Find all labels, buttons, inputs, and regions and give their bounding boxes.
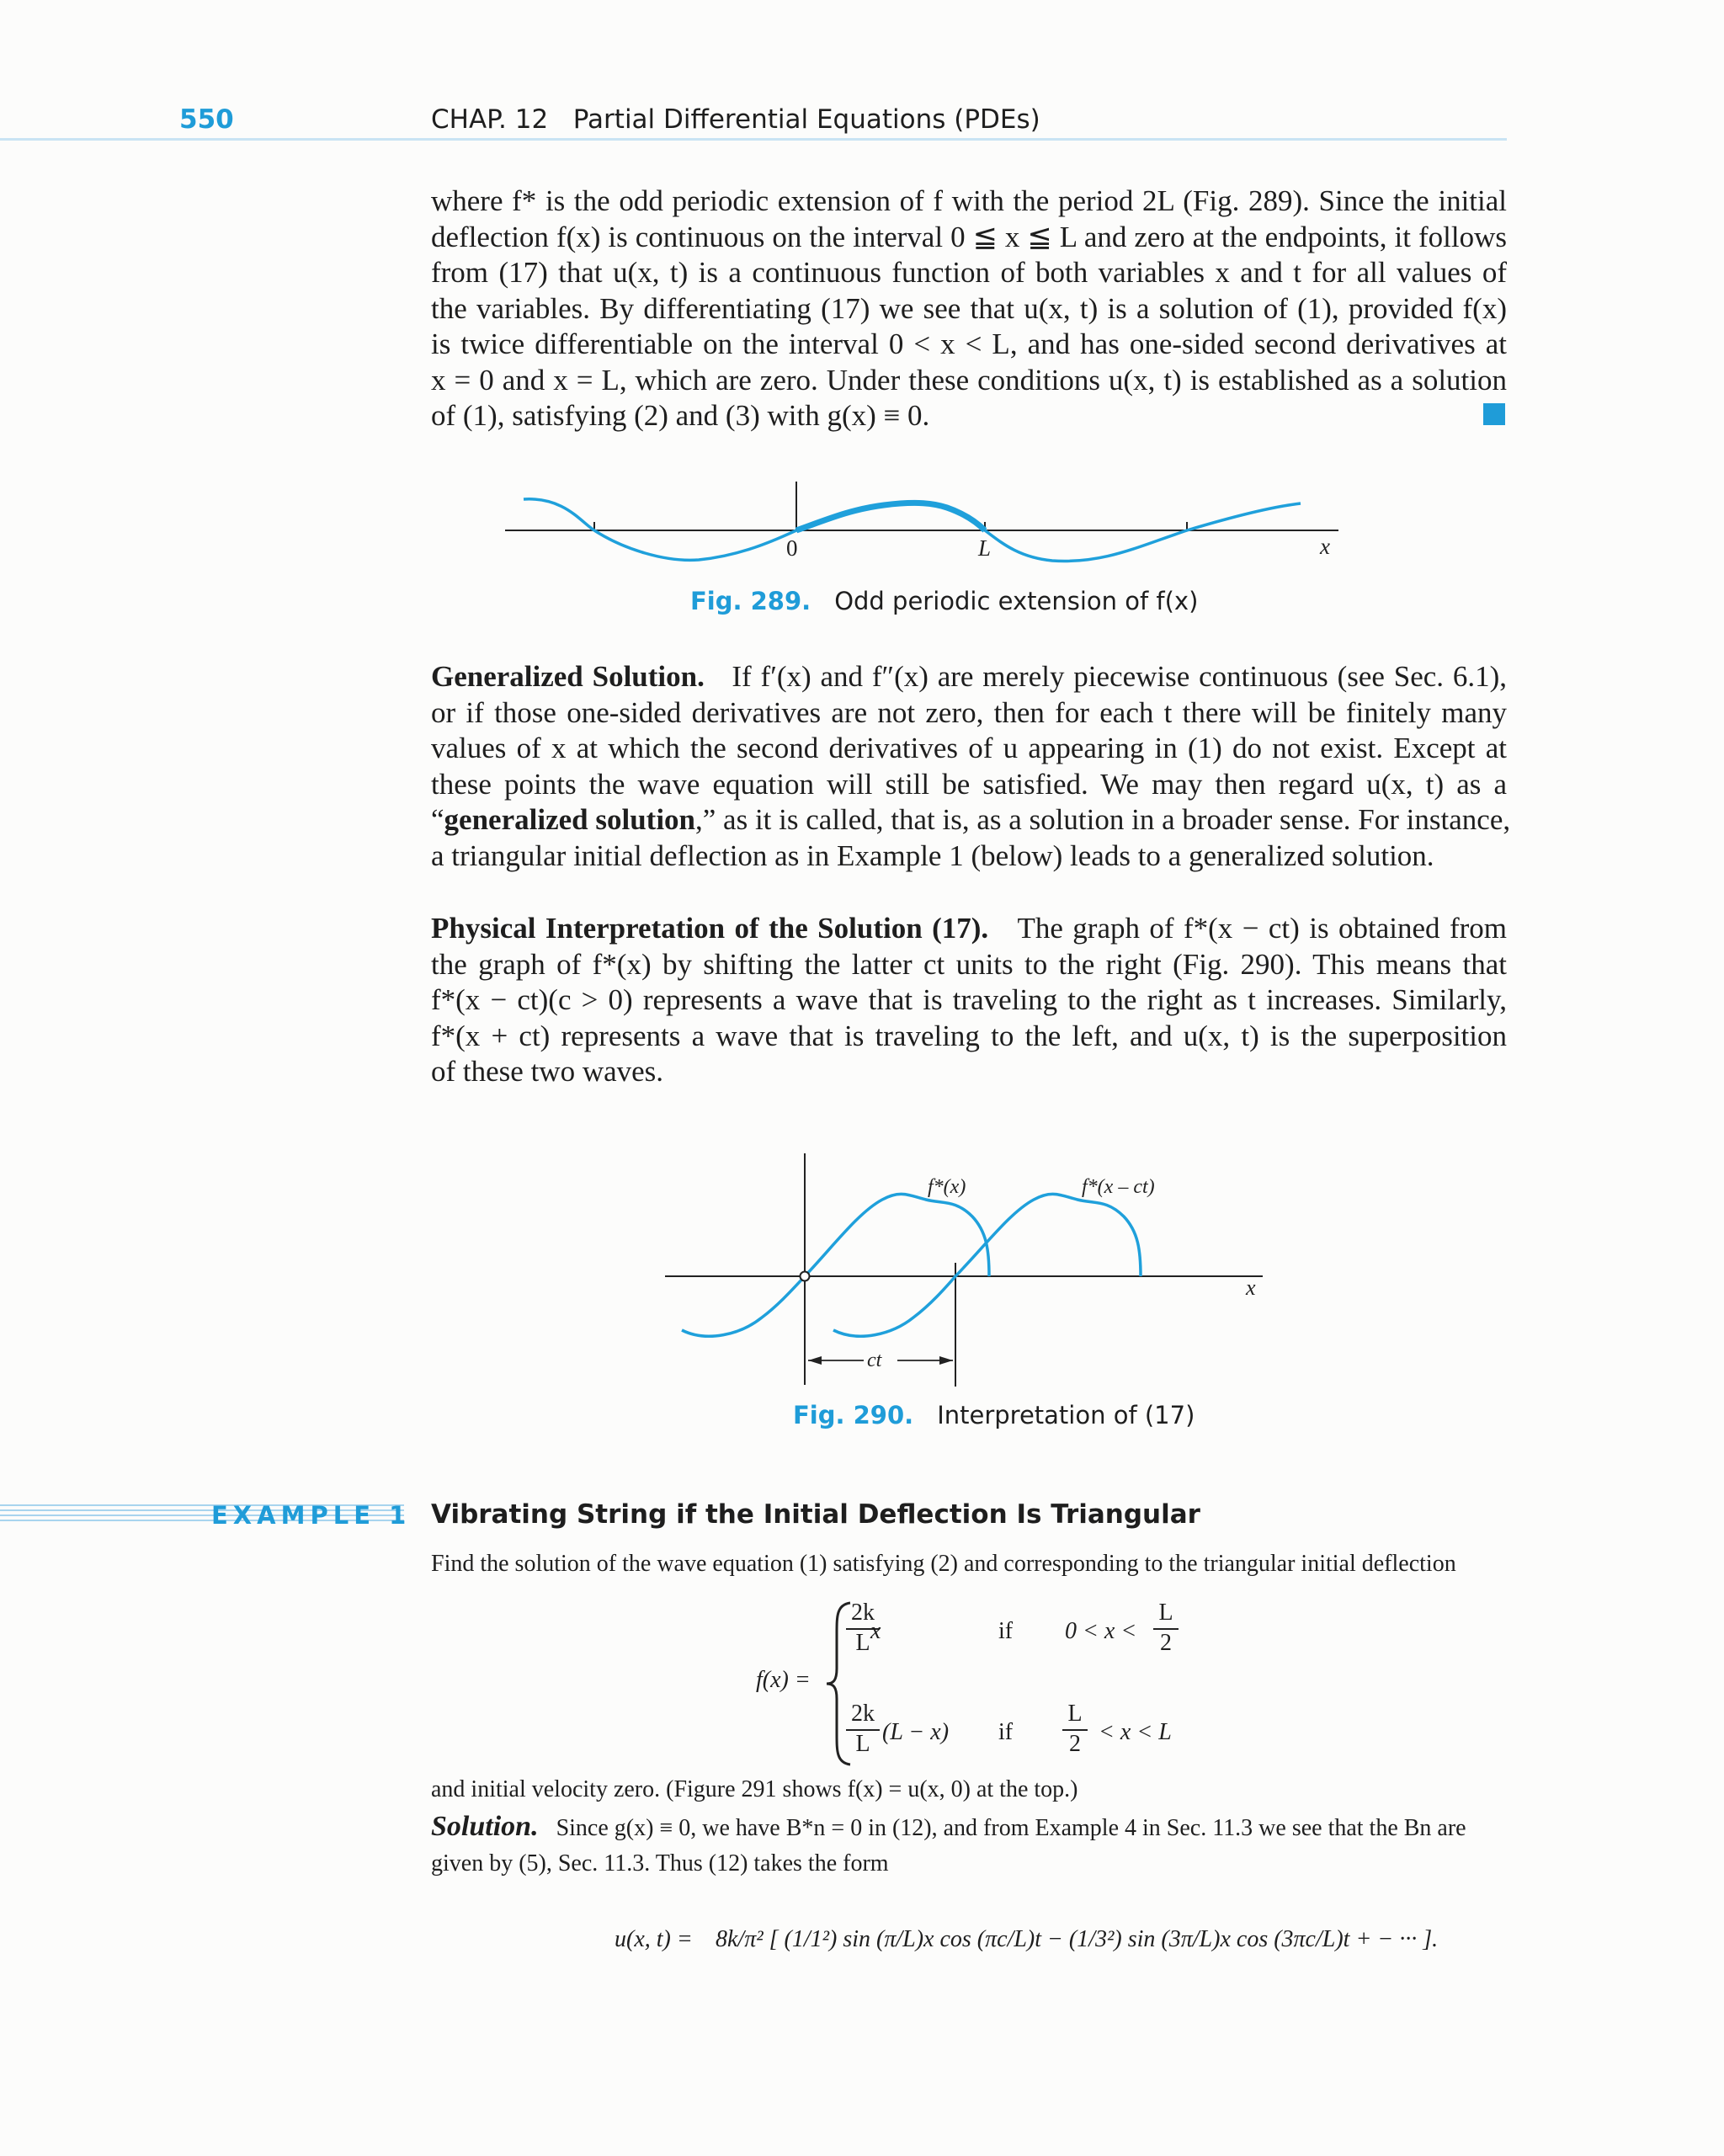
text-line: of (1), satisfying (2) and (3) with g(x) ≡ 0. [431,399,930,432]
paragraph-physical-interpretation [431,911,1507,1090]
end-of-proof-square [1483,403,1505,425]
text-line: from (17) that u(x, t) is a continuous function of both variables x and t for all values of [431,256,1507,289]
text-run: The graph of f*(x − ct) is obtained from [1017,912,1507,945]
origin-label: 0 [786,535,798,561]
text-line: x = 0 and x = L, which are zero. Under these conditions u(x, t) is established as a solution [431,363,1507,397]
math-text: f(x) = [756,1667,811,1693]
f-star-x-label: f*(x) [928,1176,966,1198]
numerator: 2k [851,1600,875,1626]
text-run: ,” as it is called, that is, as a solution in a broader sense. For instance, [695,803,1511,836]
example-label: EXAMPLE 1 [211,1501,412,1530]
text-line: a triangular initial deflection as in Example 1 (below) leads to a generalized solution. [431,838,1434,872]
math-text: x [870,1618,881,1644]
text-run: “ [431,803,444,836]
running-head: CHAP. 12 Partial Differential Equations (PDEs) [431,104,1040,135]
text-line [431,659,1507,695]
denominator: L [846,1729,880,1758]
u-series-expression [716,1926,1438,1953]
text-line: these points the wave equation will still be satisfied. We may then regard u(x, t) as a [431,767,1507,801]
page-number: 550 [179,104,234,135]
figure-290 [657,1149,1280,1393]
figure-number: Fig. 290. [793,1401,914,1429]
paragraph-odd-extension [431,184,1507,434]
example-intro: Find the solution of the wave equation (1) satisfying (2) and corresponding to the triangular initial deflection [431,1551,1456,1577]
bold-term: generalized solution [444,803,696,836]
figure-290-caption [793,1401,1195,1429]
arrow-head-left [808,1356,822,1365]
x-axis-label: x [1246,1275,1256,1300]
text-line: where f* is the odd periodic extension of f with the period 2L (Fig. 289). Since the initial [431,184,1507,217]
numerator: 2k [851,1701,875,1727]
f-lhs [756,1667,811,1694]
origin-point [801,1272,810,1281]
text-line: of these two waves. [431,1055,664,1088]
numerator: L [1067,1701,1083,1727]
example-title: Vibrating String if the Initial Deflection Is Triangular [431,1499,1200,1530]
odd-extension-curve-right [985,503,1301,562]
f-star-x-minus-ct-curve [833,1194,1141,1336]
solution-line-2: given by (5), Sec. 11.3. Thus (12) takes the form [431,1850,889,1877]
case2-cond-fraction [1062,1701,1088,1758]
denominator: L [846,1628,880,1657]
f-star-x-curve [682,1194,989,1336]
math-text: (L − x) [882,1719,950,1745]
example-after-text: and initial velocity zero. (Figure 291 shows f(x) = u(x, 0) at the top.) [431,1776,1078,1802]
figure-289 [497,471,1355,581]
u-lhs [615,1926,693,1953]
numerator: L [1158,1600,1173,1626]
ct-label: ct [867,1349,882,1371]
math-text: 8k/π² [ (1/1²) sin (π/L)x cos (πc/L)t − (1/3²) sin (3π/L)x cos (3πc/L)t + − ··· ]. [716,1926,1439,1952]
figure-number: Fig. 289. [690,587,811,615]
if-keyword: if [998,1719,1014,1745]
L-label: L [978,535,992,561]
text-line [431,802,1511,838]
run-in-heading: Generalized Solution. [431,660,705,693]
arrow-head-right [939,1356,953,1365]
text-line: or if those one-sided derivatives are not zero, then for each t there will be finitely many [431,695,1507,729]
text-line: f*(x + ct) represents a wave that is traveling to the left, and u(x, t) is the superposition [431,1019,1507,1052]
figure-289-caption [690,587,1198,615]
text-line: the graph of f*(x) by shifting the latter ct units to the right (Fig. 290). This means that [431,947,1507,981]
paragraph-generalized-solution [431,659,1511,874]
f-star-shifted-label: f*(x – ct) [1082,1176,1155,1198]
text-run: Since g(x) ≡ 0, we have B*n = 0 in (12), and from Example 4 in Sec. 11.3 we see that the Bn are [556,1815,1466,1841]
case1-condition [1065,1618,1136,1645]
text-line: the variables. By differentiating (17) we see that u(x, t) is a solution of (1), provided f(x) [431,291,1507,325]
header-rule [0,138,1507,141]
if-keyword: if [998,1618,1014,1644]
math-text: 0 < x < [1065,1618,1137,1644]
math-text: u(x, t) = [615,1926,693,1952]
run-in-heading: Physical Interpretation of the Solution (17). [431,912,989,945]
text-line [431,911,1507,947]
case2-fraction [846,1701,880,1758]
x-axis-label: x [1320,534,1330,559]
denominator: 2 [1153,1628,1179,1657]
text-run: If f′(x) and f″(x) are merely piecewise continuous (see Sec. 6.1), [732,660,1508,693]
caption-text: Interpretation of (17) [937,1401,1195,1429]
math-text: < x < L [1099,1719,1172,1745]
caption-text: Odd periodic extension of f(x) [834,587,1199,615]
text-line: deflection f(x) is continuous on the interval 0 ≦ x ≦ L and zero at the endpoints, it follows [431,220,1507,253]
f-curve-bold [796,503,985,530]
solution-line-1 [431,1812,1507,1844]
text-line: values of x at which the second derivatives of u appearing in (1) do not exist. Except at [431,732,1507,764]
denominator: 2 [1062,1729,1088,1758]
solution-label: Solution. [431,1811,539,1842]
text-line: f*(x − ct)(c > 0) represents a wave that is traveling to the right as t increases. Similarly, [431,983,1507,1016]
text-line: is twice differentiable on the interval 0 < x < L, and has one-sided second derivatives at [431,327,1507,360]
case1-cond-fraction [1153,1600,1179,1657]
